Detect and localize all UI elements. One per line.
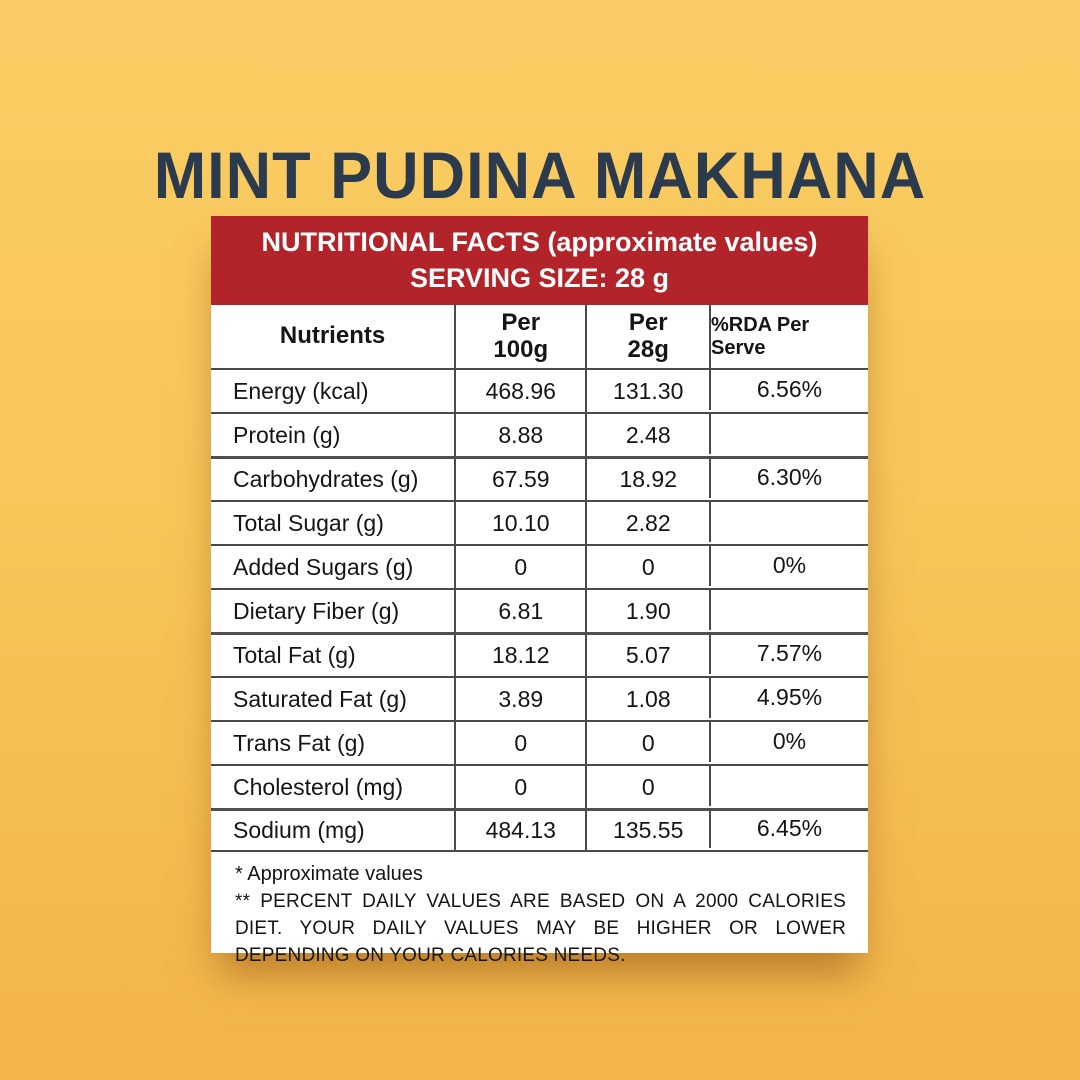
value-per-100g: 6.81 — [454, 590, 585, 632]
value-per-28g: 0 — [585, 766, 709, 808]
value-per-100g: 3.89 — [454, 678, 585, 720]
value-per-28g: 2.48 — [585, 414, 709, 456]
value-per-100g: 0 — [454, 722, 585, 764]
nutrient-name: Added Sugars (g) — [233, 553, 414, 580]
column-header-per-100g-line1: Per — [501, 308, 541, 336]
value-rda — [709, 764, 868, 806]
value-rda — [709, 500, 868, 542]
value-per-28g: 131.30 — [585, 370, 709, 412]
value-rda: 6.30% — [709, 457, 868, 498]
column-header-per-100g-line2: 100g — [493, 335, 549, 363]
column-header-rda: %RDA Per Serve — [709, 305, 868, 368]
table-row — [211, 632, 868, 676]
nutrient-name: Energy (kcal) — [233, 377, 369, 404]
value-rda — [709, 588, 868, 630]
value-rda: 6.56% — [709, 368, 868, 410]
value-per-100g: 18.12 — [454, 635, 585, 676]
banner-title: NUTRITIONAL FACTS (approximate values) — [261, 226, 818, 257]
nutrition-facts-card — [211, 216, 868, 966]
value-per-100g: 468.96 — [454, 370, 585, 412]
table-row — [211, 676, 868, 720]
value-per-100g: 10.10 — [454, 502, 585, 544]
table-header-row — [211, 305, 868, 368]
table-row — [211, 764, 868, 808]
table-row — [211, 456, 868, 500]
table-row — [211, 500, 868, 544]
value-rda: 4.95% — [709, 676, 868, 718]
table-row — [211, 368, 868, 412]
nutrition-facts-banner — [211, 216, 868, 305]
value-per-28g: 18.92 — [585, 459, 709, 500]
table-row — [211, 412, 868, 456]
value-rda: 0% — [709, 544, 868, 586]
page-title: MINT PUDINA MAKHANA — [153, 139, 927, 213]
value-per-28g: 5.07 — [585, 635, 709, 676]
value-per-28g: 0 — [585, 722, 709, 764]
table-row — [211, 588, 868, 632]
value-per-100g: 0 — [454, 766, 585, 808]
column-header-per-28g — [585, 305, 709, 368]
table-row — [211, 808, 868, 852]
value-per-28g: 1.90 — [585, 590, 709, 632]
value-rda: 7.57% — [709, 633, 868, 674]
footnote-approximate-values: * Approximate values — [235, 863, 423, 885]
nutrient-name: Dietary Fiber (g) — [233, 597, 400, 624]
table-row — [211, 544, 868, 588]
value-per-28g: 135.55 — [585, 811, 709, 850]
nutrient-name: Carbohydrates (g) — [233, 466, 419, 492]
value-per-100g: 484.13 — [454, 811, 585, 850]
value-per-28g: 1.08 — [585, 678, 709, 720]
nutrient-name: Sodium (mg) — [233, 817, 365, 843]
column-header-nutrients: Nutrients — [279, 322, 386, 350]
table-row — [211, 720, 868, 764]
nutrient-name: Total Sugar (g) — [233, 509, 384, 536]
footnote-daily-values: ** PERCENT DAILY VALUES ARE BASED ON A 2000 CALORIES DIET. YOUR DAILY VALUES MAY BE HIGHER OR LOWER DEPENDING ON YOUR CALORIES NEEDS. — [235, 891, 846, 966]
value-rda: 6.45% — [709, 809, 868, 848]
value-per-28g: 0 — [585, 546, 709, 588]
value-rda: 0% — [709, 720, 868, 762]
footnotes — [211, 852, 868, 970]
nutrient-name: Cholesterol (mg) — [233, 773, 403, 800]
value-rda — [709, 412, 868, 454]
value-per-100g: 67.59 — [454, 459, 585, 500]
value-per-28g: 2.82 — [585, 502, 709, 544]
value-per-100g: 8.88 — [454, 414, 585, 456]
nutrient-name: Saturated Fat (g) — [233, 685, 407, 712]
nutrient-name: Trans Fat (g) — [233, 729, 366, 756]
value-per-100g: 0 — [454, 546, 585, 588]
nutrient-name: Protein (g) — [233, 421, 341, 448]
nutrient-name: Total Fat (g) — [233, 642, 356, 668]
column-header-per-28g-line1: Per — [628, 308, 668, 336]
column-header-per-28g-line2: 28g — [627, 335, 669, 363]
banner-serving-size: SERVING SIZE: 28 g — [409, 262, 670, 293]
column-header-per-100g — [454, 305, 585, 368]
